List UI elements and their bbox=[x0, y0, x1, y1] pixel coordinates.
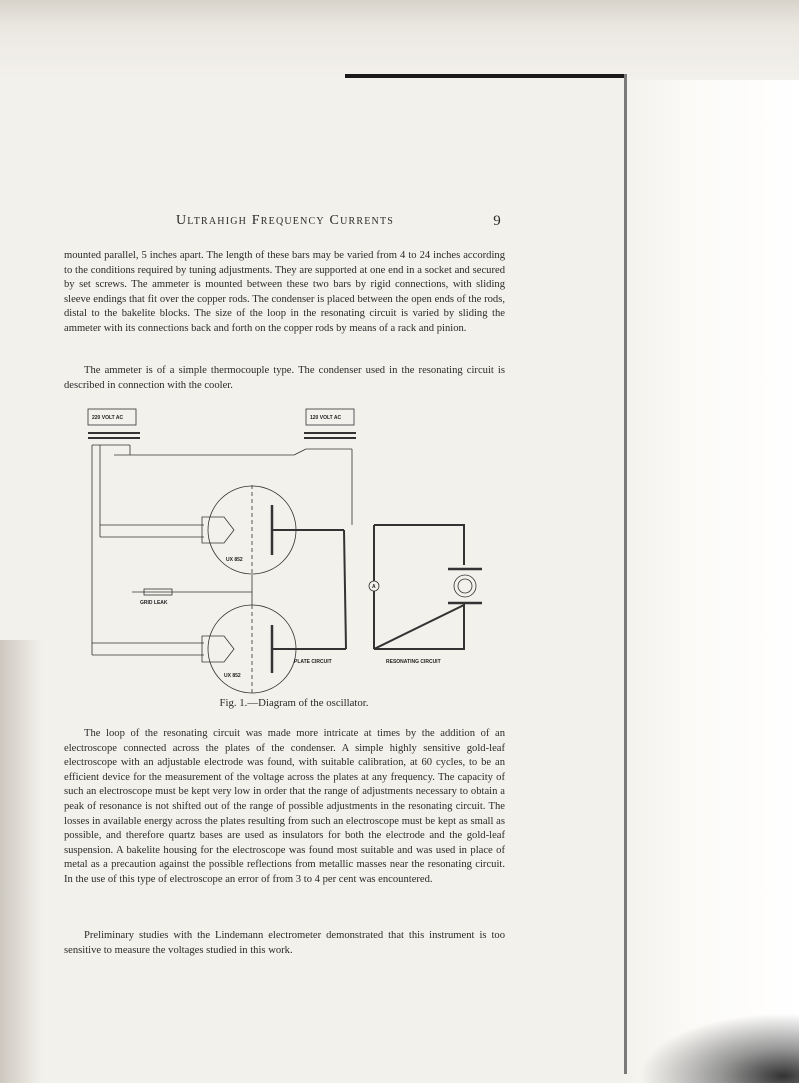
figure-caption: Fig. 1.—Diagram of the oscillator. bbox=[219, 697, 369, 709]
paragraph: mounted parallel, 5 inches apart. The length of these bars may be varied from 4 to 24 inches according to the conditions required by tuning adjustments. They are supported at one end in a socket and secured by set screws. The ammeter is mounted between these two bars by rigid connections, with sliding sleeve endings that fit over the copper rods. The condenser is placed between the open ends of the rods, distal to the bakelite blocks. The size of the loop in the resonating circuit is varied by sliding the ammeter with its connections back and forth on the copper rods by means of a rack and pinion. bbox=[64, 250, 505, 334]
label-tube-upper: UX 852 bbox=[226, 557, 243, 563]
label-resonating-circuit: RESONATING CIRCUIT bbox=[386, 659, 441, 665]
label-ammeter: A bbox=[372, 584, 376, 590]
label-grid-leak: GRID LEAK bbox=[140, 600, 168, 606]
label-plate-circuit: PLATE CIRCUIT bbox=[294, 659, 332, 665]
page-number: 9 bbox=[493, 213, 502, 229]
paragraph: The ammeter is of a simple thermocouple type. The condenser used in the resonating circuit is described in connection with the cooler. bbox=[64, 365, 505, 391]
running-title: Ultrahigh Frequency Currents bbox=[176, 213, 395, 228]
scan-smudge bbox=[639, 1013, 799, 1083]
page-edge-top bbox=[345, 74, 627, 78]
electroscope-icon bbox=[454, 575, 476, 597]
page-edge-right bbox=[624, 74, 627, 1074]
label-supply-left: 220 VOLT AC bbox=[92, 415, 124, 421]
label-supply-right: 120 VOLT AC bbox=[310, 415, 342, 421]
scan-shadow-top bbox=[0, 0, 799, 80]
label-tube-lower: UX 852 bbox=[224, 673, 241, 679]
running-header bbox=[176, 213, 502, 235]
paragraph: Preliminary studies with the Lindemann electrometer demonstrated that this instrument is too sensitive to measure the voltages studied in this work. bbox=[64, 930, 505, 956]
scan-shadow-left bbox=[0, 640, 42, 1083]
paragraph: The loop of the resonating circuit was made more intricate at times by the addition of an electroscope connected across the plates of the condenser. A simple highly sensitive gold-leaf electroscope with an adjustable electrode was found, with suitable calibration, at 60 cycles, to be an efficient device for the measurement of the voltage across the plates at any frequency. The capacity of such an electroscope must be kept very low in order that the range of adjustments necessary to obtain a peak of resonance is not shifted out of the range of possible adjustments in the resonating circuit. The losses in available energy across the plates resulting from such an electroscope must be kept as small as possible, and therefore quartz bases are used as insulators for both the electrode and the gold-leaf suspension. A bakelite housing for the electroscope was found most suitable and was used in place of metal as a precaution against the possible reflections from metallic masses near the resonating circuit. In the use of this type of electroscope an error of from 3 to 4 per cent was encountered. bbox=[64, 728, 505, 885]
oscillator-diagram bbox=[84, 405, 504, 695]
scan-page-margin-right bbox=[619, 80, 799, 1083]
